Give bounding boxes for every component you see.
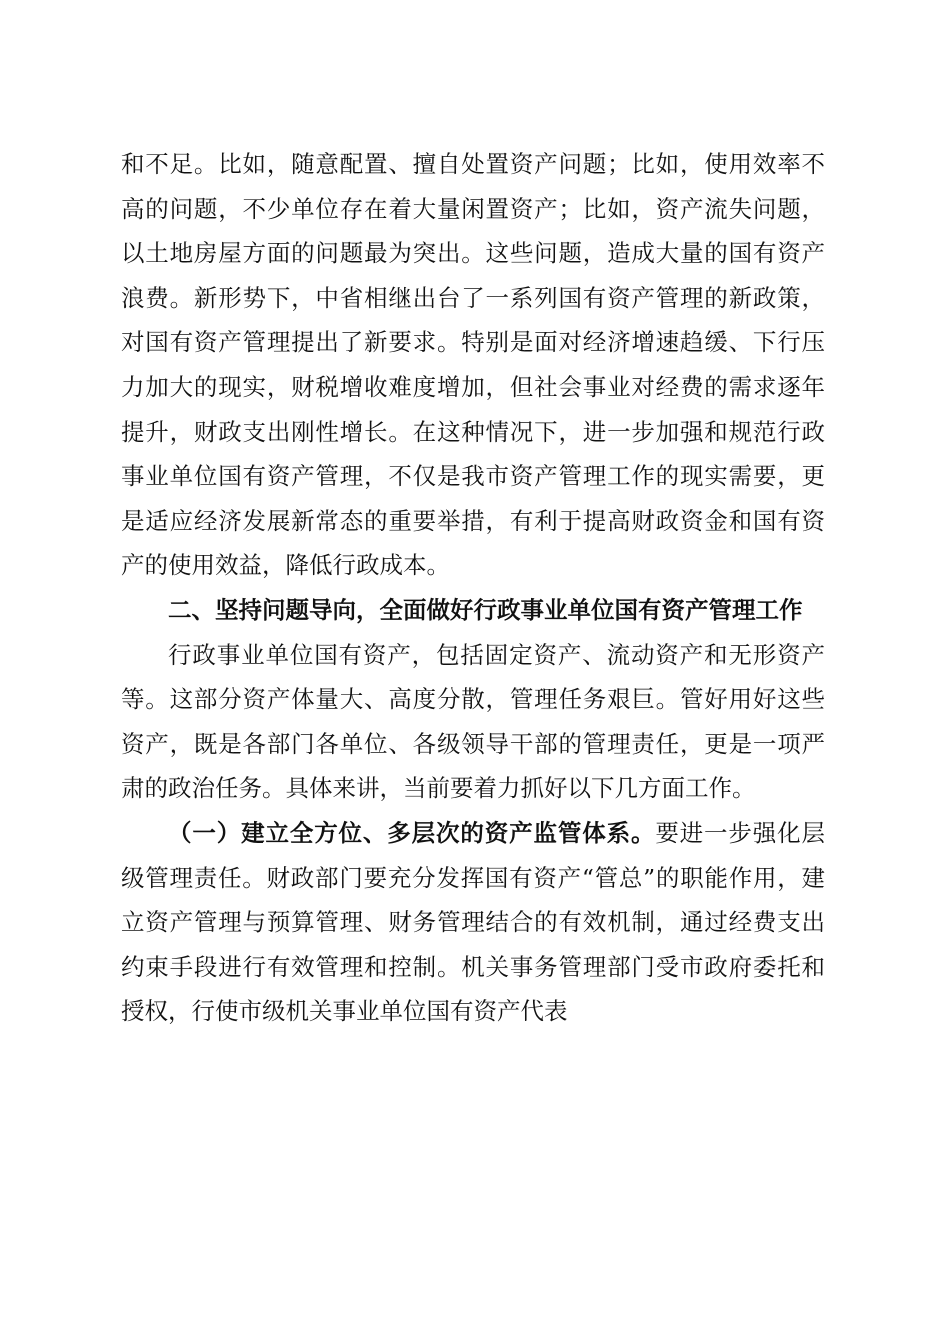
subsection-text: 要进一步强化层级管理责任。财政部门要充分发挥国有资产“管总”的职能作用，建立资产管理与预算管理、财务管理结合的有效机制，通过经费支出约束手段进行有效管理和控制。机关事务管理部门受市政府委托和授权，行使市级机关事业单位国有资产代表 (121, 818, 826, 1026)
section-heading: 二、坚持问题导向，全面做好行政事业单位国有资产管理工作 (168, 595, 803, 624)
body-paragraph: 行政事业单位国有资产，包括固定资产、流动资产和无形资产等。这部分资产体量大、高度分散，管理任务艰巨。管好用好这些资产，既是各部门各单位、各级领导干部的管理责任，更是一项严肃的政治任务。具体来讲，当前要着力抓好以下几方面工作。 (121, 640, 825, 803)
body-paragraph-with-subheading (121, 811, 825, 1034)
document-body (121, 142, 825, 1034)
body-paragraph: 和不足。比如，随意配置、擅自处置资产问题；比如，使用效率不高的问题，不少单位存在着大量闲置资产；比如，资产流失问题，以土地房屋方面的问题最为突出。这些问题，造成大量的国有资产浪费。新形势下，中省相继出台了一系列国有资产管理的新政策，对国有资产管理提出了新要求。特别是面对经济增速趋缓、下行压力加大的现实，财税增收难度增加，但社会事业对经费的需求逐年提升，财政支出刚性增长。在这种情况下，进一步加强和规范行政事业单位国有资产管理，不仅是我市资产管理工作的现实需要，更是适应经济发展新常态的重要举措，有利于提高财政资金和国有资产的使用效益，降低行政成本。 (121, 150, 825, 580)
subsection-heading: （一）建立全方位、多层次的资产监管体系。 (168, 818, 656, 847)
